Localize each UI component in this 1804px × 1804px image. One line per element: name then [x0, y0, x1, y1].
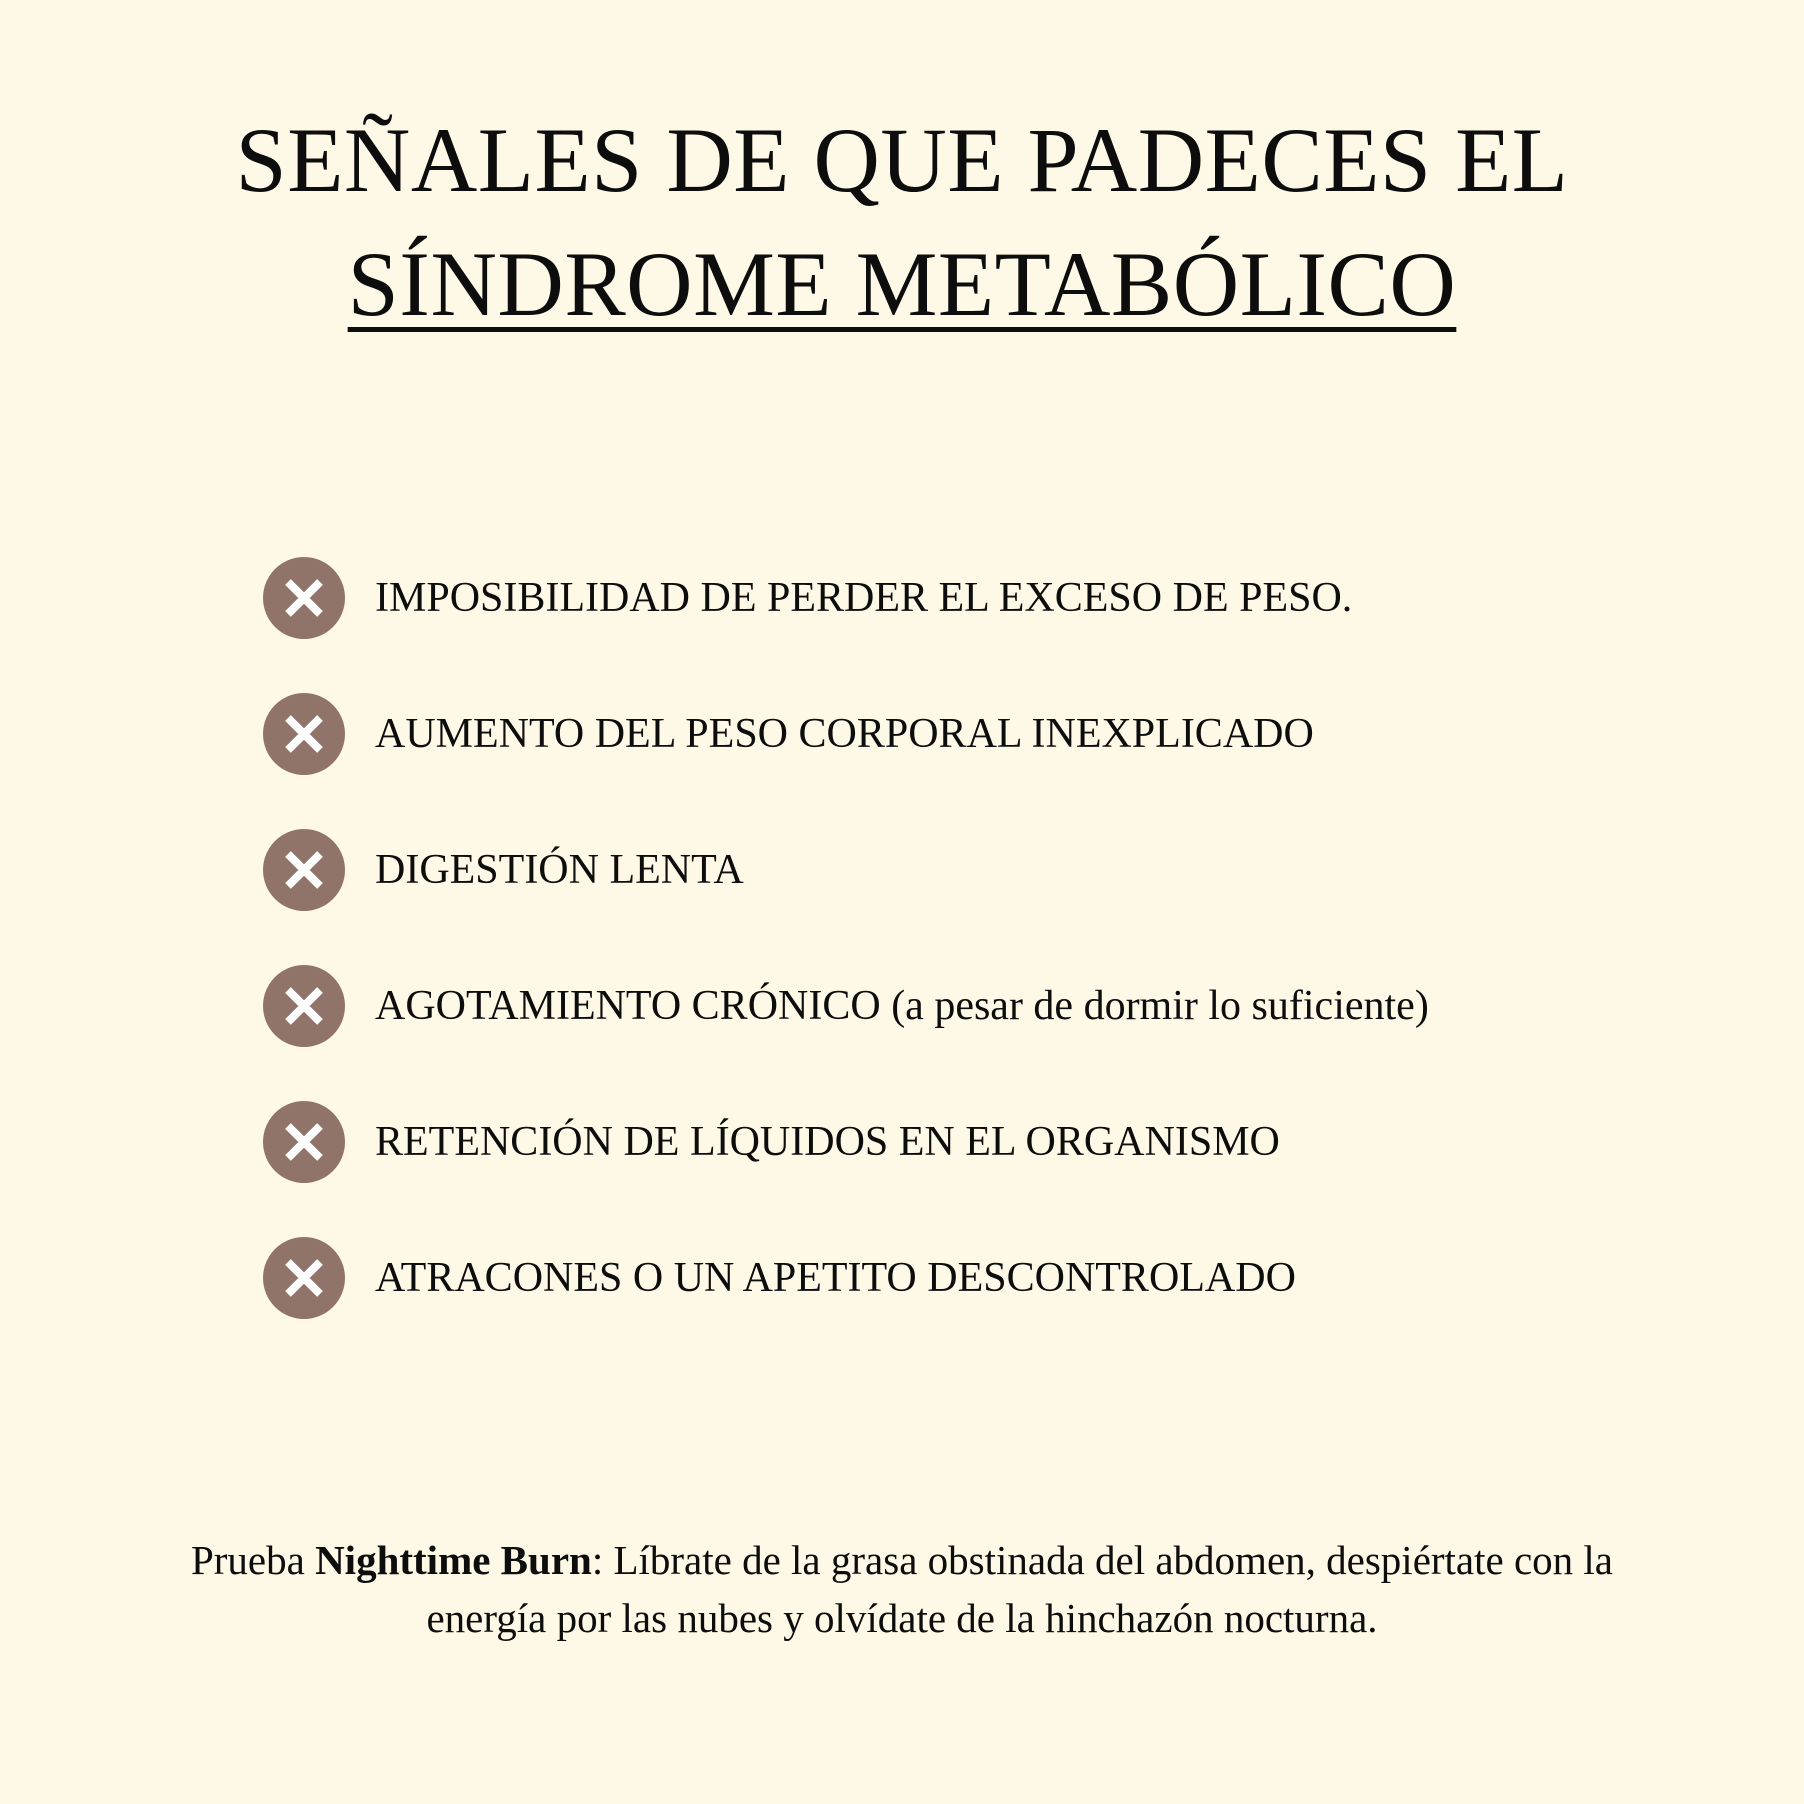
- sign-text: [375, 1117, 1280, 1167]
- sign-main: AGOTAMIENTO CRÓNICO: [375, 983, 881, 1029]
- title-line-2: [0, 222, 1804, 346]
- brand-name: Nighttime Burn: [315, 1537, 592, 1583]
- sign-main: AUMENTO DEL PESO CORPORAL INEXPLICADO: [375, 711, 1314, 757]
- footer-text: [0, 1531, 1804, 1647]
- sign-text: [375, 845, 744, 895]
- list-item: [263, 1100, 1429, 1184]
- title-underlined-text: SÍNDROME METABÓLICO: [347, 233, 1457, 335]
- list-item: [263, 692, 1429, 776]
- sign-text: [375, 981, 1429, 1031]
- close-icon: [263, 1101, 345, 1183]
- close-icon: [263, 965, 345, 1047]
- close-icon: [263, 693, 345, 775]
- footer-line-1-rest: : Líbrate de la grasa obstinada del abdomen, despiértate con la: [591, 1537, 1614, 1583]
- sign-main: IMPOSIBILIDAD DE PERDER EL EXCESO DE PESO.: [375, 575, 1353, 621]
- list-item: [263, 964, 1429, 1048]
- sign-main: RETENCIÓN DE LÍQUIDOS EN EL ORGANISMO: [375, 1119, 1280, 1165]
- sign-text: [375, 709, 1314, 759]
- sign-text: [375, 1253, 1296, 1303]
- sign-main: ATRACONES O UN APETITO DESCONTROLADO: [375, 1255, 1296, 1301]
- close-icon: [263, 829, 345, 911]
- list-item: [263, 556, 1429, 640]
- close-icon: [263, 557, 345, 639]
- sign-text: [375, 573, 1352, 623]
- list-item: [263, 828, 1429, 912]
- list-item: [263, 1236, 1429, 1320]
- signs-list: [263, 556, 1429, 1372]
- close-icon: [263, 1237, 345, 1319]
- page-title: [0, 98, 1804, 346]
- footer-line-2: energía por las nubes y olvídate de la hinchazón nocturna.: [426, 1595, 1378, 1641]
- sign-note: (a pesar de dormir lo suficiente): [880, 983, 1429, 1029]
- footer-line-1: [191, 1537, 1613, 1583]
- footer-prefix: Prueba: [190, 1537, 316, 1583]
- sign-main: DIGESTIÓN LENTA: [375, 847, 744, 893]
- title-line-1: SEÑALES DE QUE PADECES EL: [235, 109, 1569, 211]
